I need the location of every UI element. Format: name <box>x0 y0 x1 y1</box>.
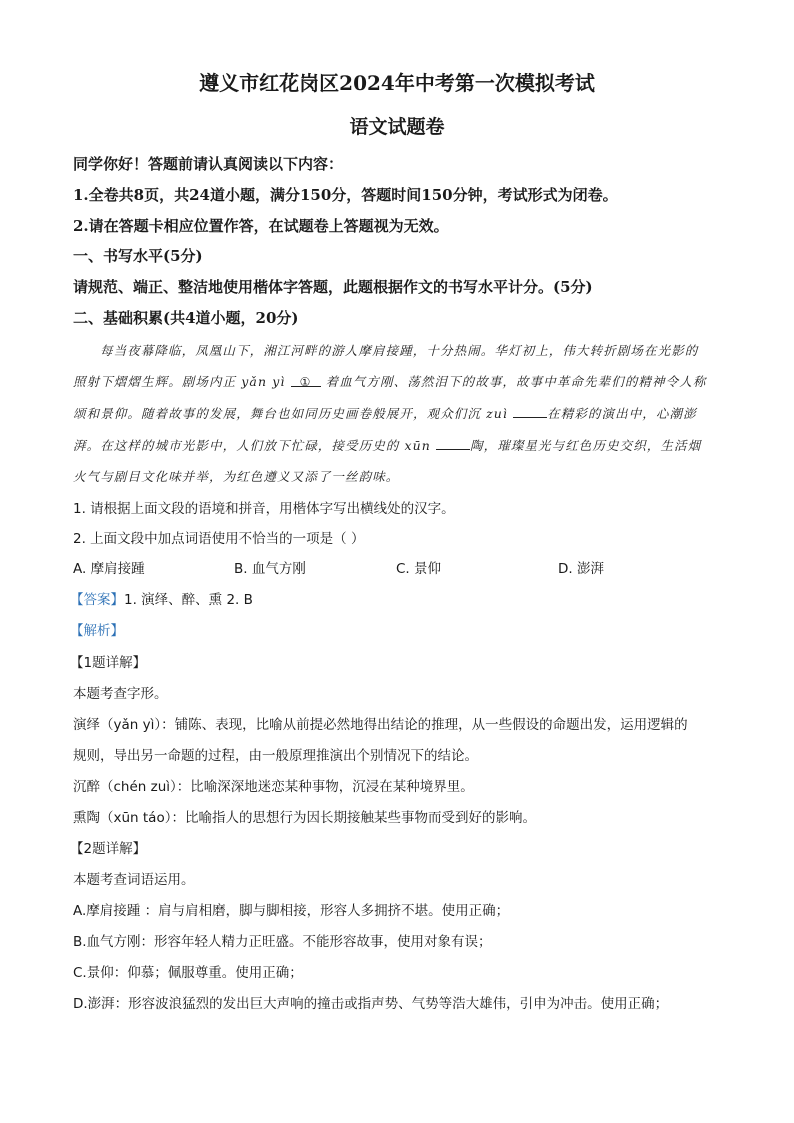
detail-1-chenzui: 沉醉（chén zuì）：比喻深深地迷恋某种事物，沉浸在某种境界里。 <box>73 779 474 795</box>
answer-line <box>70 588 730 608</box>
option-a: A. 摩肩接踵 <box>73 561 145 577</box>
notice-greeting: 同学你好！答题前请认真阅读以下内容： <box>73 155 344 173</box>
detail-2-heading: 【2题详解】 <box>70 841 147 857</box>
blank-1 <box>291 374 321 387</box>
blank-3 <box>436 437 470 450</box>
exam-title: 遵义市红花岗区2024年中考第一次模拟考试 <box>199 71 595 95</box>
detail-1-intro: 本题考查字形。 <box>73 686 168 702</box>
passage-line-2 <box>73 372 723 390</box>
passage-line-3-end: 在精彩的演出中，心潮澎 <box>547 406 697 421</box>
detail-1-yanyi-cont: 规则，导出另一命题的过程，由一般原理推演出个别情况下的结论。 <box>73 748 478 764</box>
detail-1-xuntao: 熏陶（xūn táo）：比喻指人的思想行为因长期接触某些事物而受到好的影响。 <box>73 810 536 826</box>
passage-line-2-end: 着血气方刚、荡然泪下的故事，故事中革命先辈们的精神令人称 <box>320 374 707 389</box>
answer-text: 1. 演绎、醉、熏 2. B <box>124 592 253 608</box>
analysis-tag: 【解析】 <box>70 623 124 639</box>
section1-heading: 一、书写水平(5分) <box>73 247 203 265</box>
section2-heading: 二、基础积累(共4道小题，20分) <box>73 309 299 327</box>
detail-2-option-c: C.景仰：仰慕；佩服尊重。使用正确； <box>73 965 303 981</box>
passage-line-4-start: 湃。在这样的城市光影中，人们放下忙碌，接受历史的 xūn <box>73 438 436 453</box>
analysis-line <box>70 619 730 639</box>
section1-text: 请规范、端正、整洁地使用楷体字答题，此题根据作文的书写水平计分。(5分) <box>73 278 593 296</box>
passage-line-1: 每当夜幕降临，凤凰山下，湘江河畔的游人摩肩接踵，十分热闹。华灯初上，伟大转折剧场在光影的 <box>100 343 699 358</box>
notice-item-2: 2.请在答题卡相应位置作答，在试题卷上答题视为无效。 <box>73 217 449 235</box>
blank-1-number: ① <box>299 375 312 389</box>
blank-2 <box>513 405 547 418</box>
option-c: C. 景仰 <box>396 561 442 577</box>
passage-line-4-end: 陶，璀璨星光与红色历史交织，生活烟 <box>470 438 702 453</box>
detail-2-option-d: D.澎湃：形容波浪猛烈的发出巨大声响的撞击或指声势、气势等浩大雄伟，引申为冲击。使用正确； <box>73 996 669 1012</box>
detail-2-option-a: A.摩肩接踵 ：肩与肩相磨，脚与脚相接，形容人多拥挤不堪。使用正确； <box>73 903 510 919</box>
question-1: 1. 请根据上面文段的语境和拼音，用楷体字写出横线处的汉字。 <box>73 501 455 517</box>
passage-line-4 <box>73 436 723 454</box>
passage-line-3-start: 颂和景仰。随着故事的发展，舞台也如同历史画卷般展开，观众们沉 zuì <box>73 406 514 421</box>
option-d: D. 澎湃 <box>558 561 604 577</box>
detail-2-option-b: B.血气方刚：形容年轻人精力正旺盛。不能形容故事，使用对象有误； <box>73 934 492 950</box>
notice-item-1: 1.全卷共8页，共24道小题，满分150分，答题时间150分钟，考试形式为闭卷。 <box>73 186 618 204</box>
passage-line-3 <box>73 404 723 422</box>
detail-1-yanyi: 演绎（yǎn yì）：铺陈、表现，比喻从前提必然地得出结论的推理，从一些假设的命题出发，运用逻辑的 <box>73 717 688 733</box>
detail-2-intro: 本题考查词语运用。 <box>73 872 195 888</box>
question-2: 2. 上面文段中加点词语使用不恰当的一项是（ ） <box>73 531 365 547</box>
option-b: B. 血气方刚 <box>234 561 306 577</box>
answer-tag: 【答案】 <box>70 592 124 608</box>
detail-1-heading: 【1题详解】 <box>70 655 147 671</box>
passage-line-5: 火气与剧目文化味并举，为红色遵义又添了一丝韵味。 <box>73 469 400 484</box>
passage-line-2-start: 照射下熠熠生辉。剧场内正 yǎn yì <box>73 374 291 389</box>
exam-subtitle: 语文试题卷 <box>349 116 445 138</box>
